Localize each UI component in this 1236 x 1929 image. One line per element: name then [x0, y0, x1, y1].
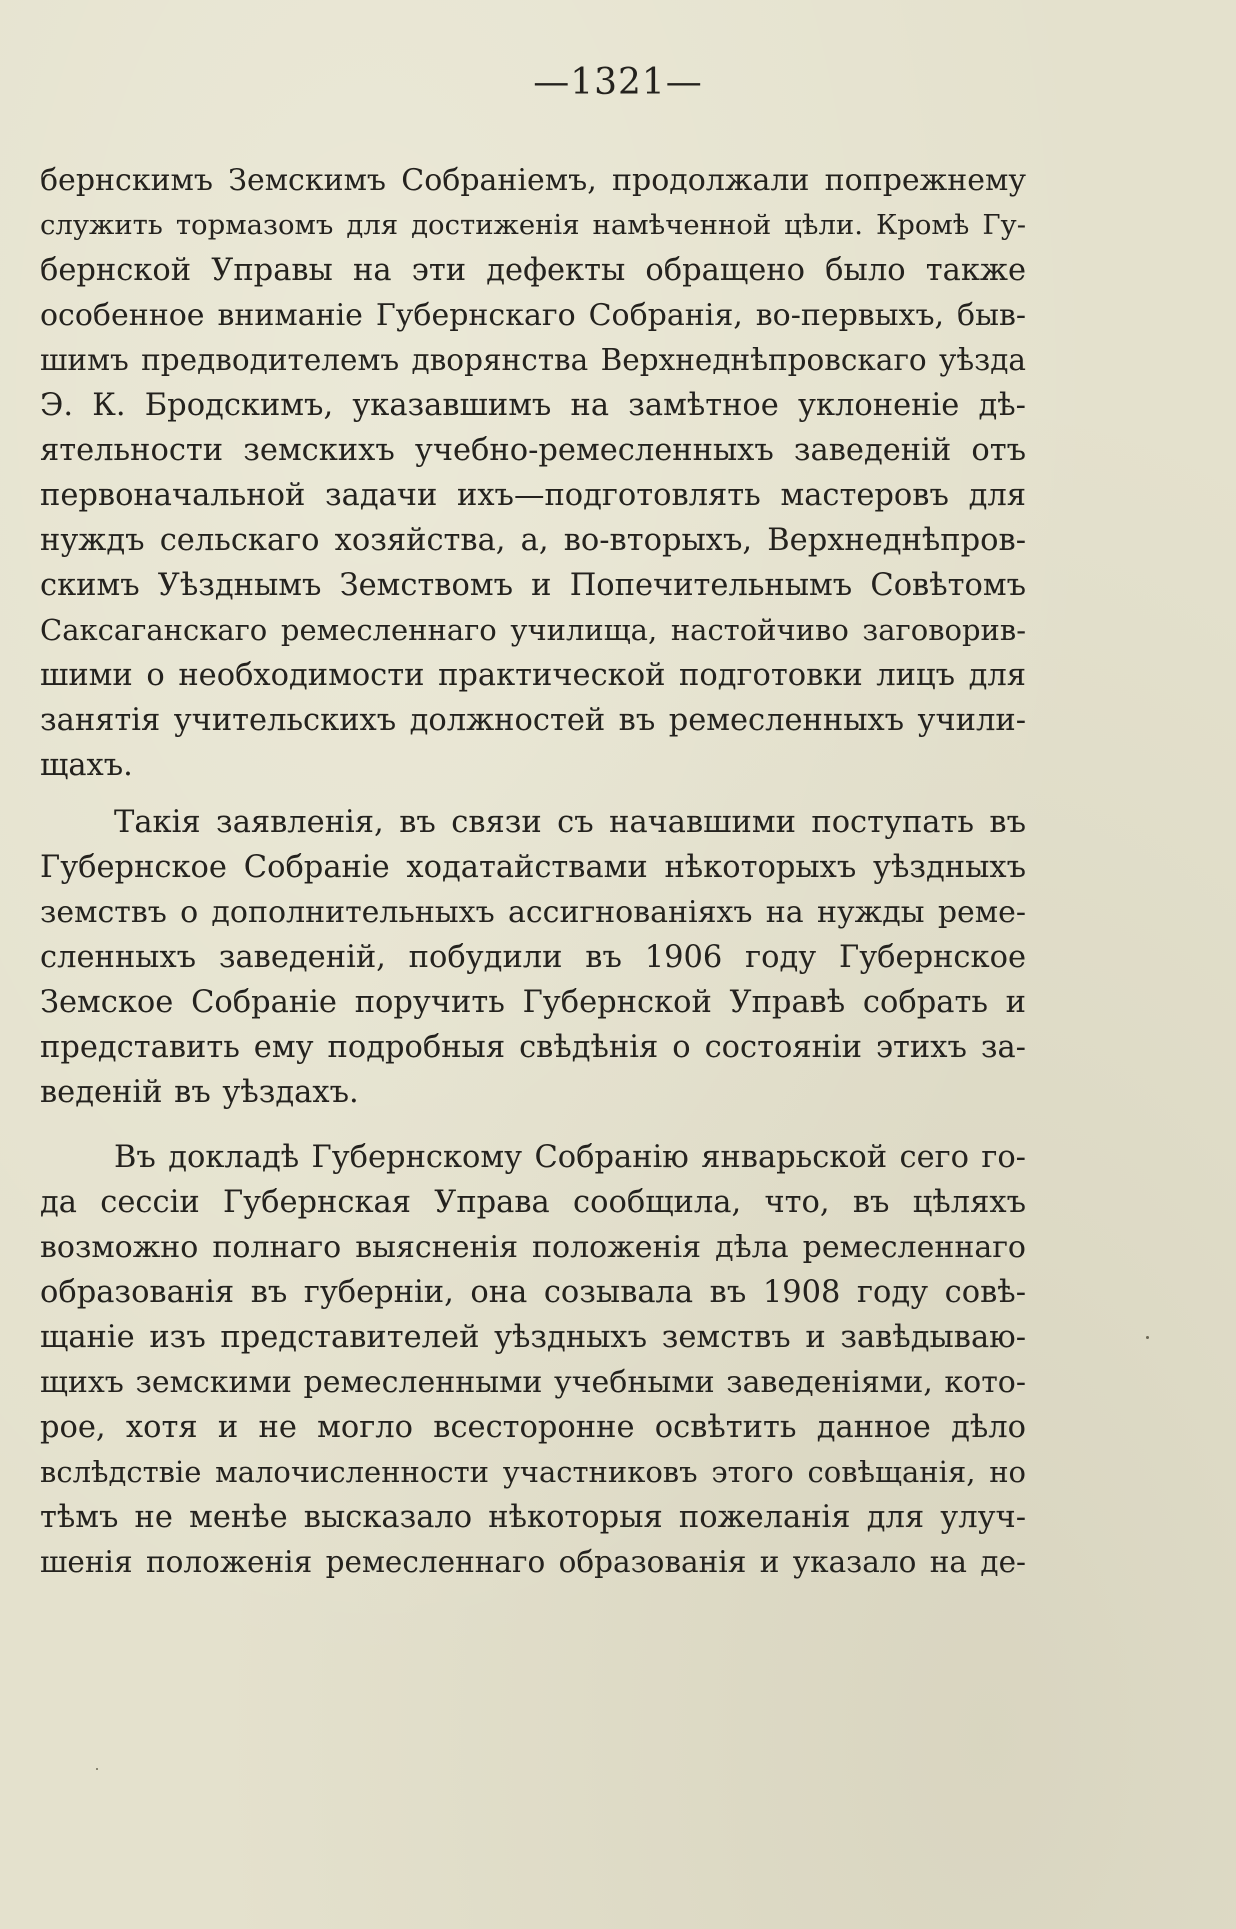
paragraph	[40, 158, 1026, 788]
text-line: Губернское Собраніе ходатайствами нѣкоторыхъ уѣздныхъ	[40, 850, 1026, 885]
page-number: —1321—	[533, 62, 703, 103]
text-line: рое, хотя и не могло всесторонне освѣтить данное дѣло	[40, 1410, 1026, 1445]
paper-speck	[96, 1768, 98, 1770]
text-line: представить ему подробныя свѣдѣнія о состояніи этихъ за-	[40, 1030, 1026, 1065]
text-line: да сессіи Губернская Управа сообщила, что, въ цѣляхъ	[40, 1185, 1026, 1220]
text-line: земствъ о дополнительныхъ ассигнованіяхъ на нужды реме-	[40, 895, 1026, 930]
text-line: шенія положенія ремесленнаго образованія и указало на де-	[40, 1545, 1026, 1579]
paper-speck	[1146, 1336, 1149, 1339]
text-line: тѣмъ не менѣе высказало нѣкоторыя пожеланія для улуч-	[40, 1500, 1026, 1535]
text-line: веденій въ уѣздахъ.	[40, 1075, 359, 1110]
text-line: скимъ Уѣзднымъ Земствомъ и Попечительнымъ Совѣтомъ	[40, 568, 1026, 603]
body-text	[40, 158, 1026, 1585]
text-line: Э. К. Бродскимъ, указавшимъ на замѣтное уклоненіе дѣ-	[40, 388, 1026, 423]
text-line: служить тормазомъ для достиженія намѣченной цѣли. Кромѣ Гу-	[40, 209, 1026, 241]
text-line: особенное вниманіе Губернскаго Собранія, во-первыхъ, быв-	[40, 298, 1026, 333]
text-line: щаніе изъ представителей уѣздныхъ земствъ и завѣдываю-	[40, 1320, 1026, 1355]
text-line: Такія заявленія, въ связи съ начавшими поступать въ	[114, 805, 1026, 840]
text-line: ятельности земскихъ учебно-ремесленныхъ заведеній отъ	[40, 433, 1026, 468]
text-line: Саксаганскаго ремесленнаго училища, настойчиво заговорив-	[40, 613, 1026, 647]
text-line: занятія учительскихъ должностей въ ремесленныхъ учили-	[40, 703, 1026, 738]
text-line: образованія въ губерніи, она созывала въ 1908 году совѣ-	[40, 1275, 1026, 1310]
text-line: бернской Управы на эти дефекты обращено было также	[40, 253, 1026, 288]
text-line: шими о необходимости практической подготовки лицъ для	[40, 658, 1026, 693]
text-line: нуждъ сельскаго хозяйства, а, во-вторыхъ, Верхнеднѣпров-	[40, 523, 1026, 558]
paragraph	[40, 1135, 1026, 1585]
paragraph	[40, 800, 1026, 1115]
text-line: первоначальной задачи ихъ—подготовлять мастеровъ для	[40, 478, 1026, 513]
text-line: бернскимъ Земскимъ Собраніемъ, продолжали попрежнему	[40, 163, 1026, 198]
text-line: Земское Собраніе поручить Губернской Управѣ собрать и	[40, 985, 1026, 1020]
text-line: щихъ земскими ремесленными учебными заведеніями, кото-	[40, 1365, 1026, 1400]
text-line: вслѣдствіе малочисленности участниковъ этого совѣщанія, но	[40, 1455, 1026, 1489]
text-line: щахъ.	[40, 748, 133, 783]
text-line: шимъ предводителемъ дворянства Верхнеднѣпровскаго уѣзда	[40, 343, 1026, 377]
text-line: сленныхъ заведеній, побудили въ 1906 году Губернское	[40, 940, 1026, 975]
text-line: Въ докладѣ Губернскому Собранію январьской сего го-	[114, 1140, 1026, 1175]
text-line: возможно полнаго выясненія положенія дѣла ремесленнаго	[40, 1230, 1026, 1265]
